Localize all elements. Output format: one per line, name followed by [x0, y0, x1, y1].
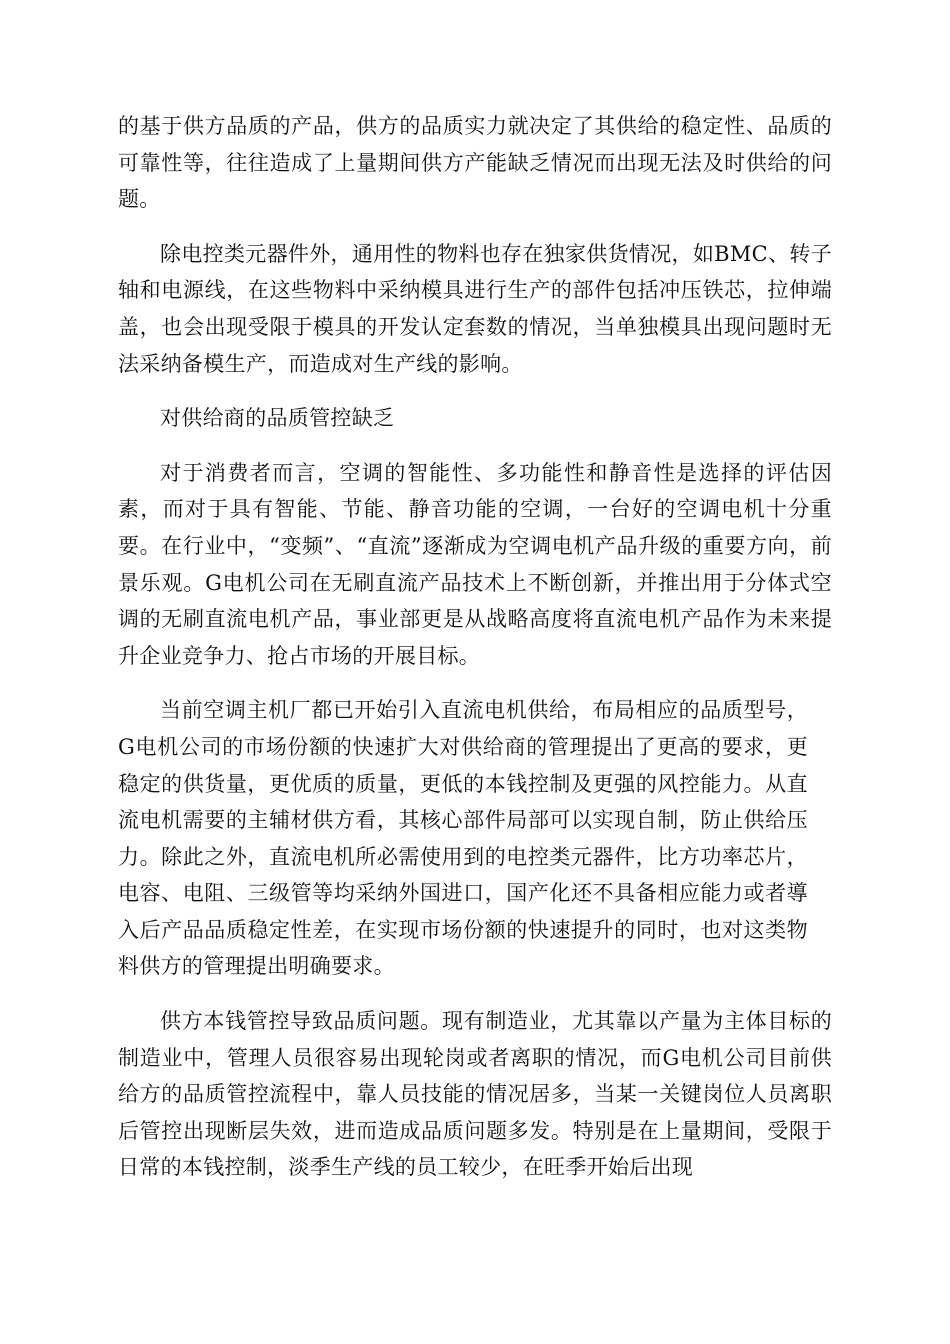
paragraph-consumer-demand: 对于消费者而言，空调的智能性、多功能性和静音性是选择的评估因素，而对于具有智能、节能、静音功能的空调，一台好的空调电机十分重要。在行业中，“变频”、“直流”逐渐成为空调电机产品升级的重要方向，前景乐观。G电机公司在无刷直流产品技术上不断创新，并推出用于分体式空调的无刷直流电机产品，事业部更是从战略高度将直流电机产品作为未来提升企业竞争力、抢占市场的开展目标。: [118, 460, 832, 668]
section-heading: 对供给商的品质管控缺乏: [160, 406, 395, 431]
paragraph-dc-motor-supply: 当前空调主机厂都已开始引入直流电机供给，布局相应的品质型号，G电机公司的市场份额的快速扩大对供给商的管理提出了更高的要求，更稳定的供货量，更优质的质量，更低的本钱控制及更强的风控能力。从直流电机需要的主辅材供方看，其核心部件局部可以实现自制，防止供给压力。除此之外，直流电机所必需使用到的电控类元器件，比方功率芯片，电容、电阻、三级管等均采纳外国进口，国产化还不具备相应能力或者導入后产品品质稳定性差，在实现市场份额的快速提升的同时，也对这类物料供方的管理提出明确要求。: [118, 698, 808, 979]
document-body: [118, 108, 832, 1204]
paragraph-exclusive-supply: 除电控类元器件外，通用性的物料也存在独家供货情况，如BMC、转子轴和电源线，在这些物料中采纳模具进行生产的部件包括冲压铁芯，拉伸端盖，也会出现受限于模具的开发认定套数的情况，当单独模具出现问题时无法采纳备模生产，而造成对生产线的影响。: [118, 241, 832, 376]
paragraph-continuation: 的基于供方品质的产品，供方的品质实力就决定了其供给的稳定性、品质的可靠性等，往往造成了上量期间供方产能缺乏情况而出现无法及时供给的问题。: [118, 114, 832, 212]
paragraph-cost-control: 供方本钱管控导致品质问题。现有制造业，尤其靠以产量为主体目标的制造业中，管理人员很容易出现轮岗或者离职的情况，而G电机公司目前供给方的品质管控流程中，靠人员技能的情况居多，当某一关键岗位人员离职后管控出现断层失效，进而造成品质问题多发。特别是在上量期间，受限于日常的本钱控制，淡季生产线的员工较少，在旺季开始后出现: [118, 1009, 832, 1180]
